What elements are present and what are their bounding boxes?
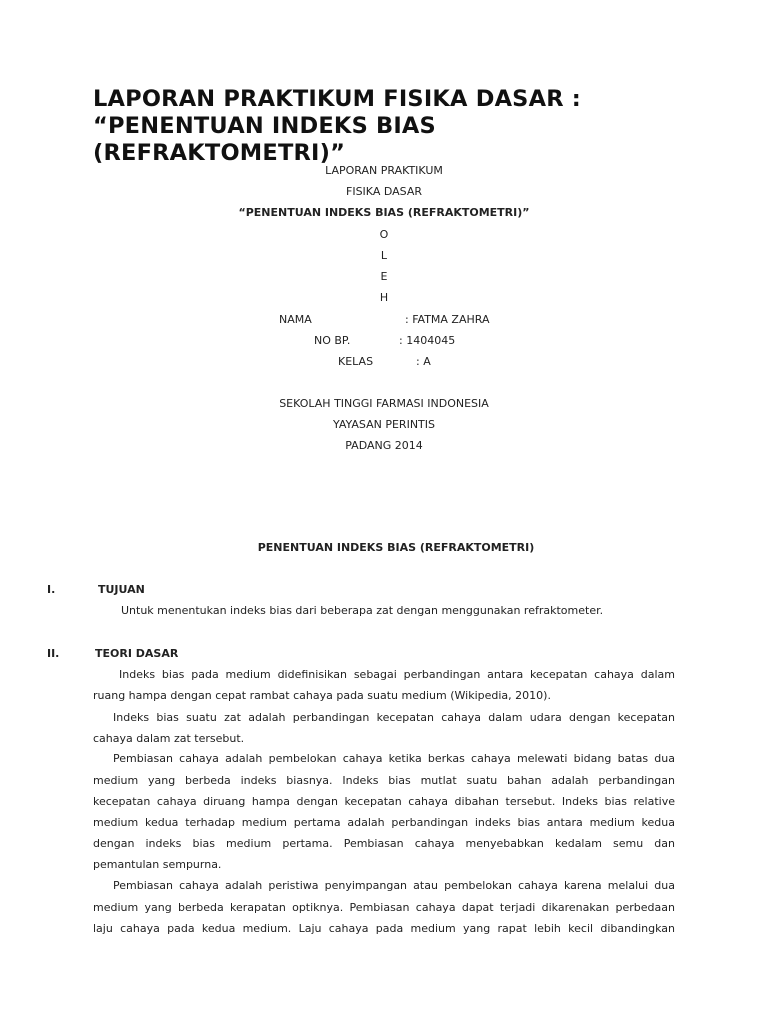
paragraph-line: laju cahaya pada kedua medium. Laju cahaya pada medium yang rapat lebih kecil dibandingkan [93,922,675,935]
cover-nobp-label: NO BP. [314,334,351,347]
cover-nobp-value: : 1404045 [399,334,456,347]
section-title-tujuan: TUJUAN [98,583,145,596]
section-tujuan-text: Untuk menentukan indeks bias dari beberapa zat dengan menggunakan refraktometer. [121,604,604,617]
paragraph-line: Pembiasan cahaya adalah pembelokan cahaya ketika berkas cahaya melewati bidang batas dua [113,752,675,765]
cover-oleh-letter: O [379,228,389,241]
section-title-teori: TEORI DASAR [95,647,179,660]
paragraph-line: Pembiasan cahaya adalah peristiwa penyimpangan atau pembelokan cahaya karena melalui dua [113,879,675,892]
paragraph-line: medium kedua terhadap medium pertama adalah perbandingan indeks bias antara medium kedua [93,816,675,829]
cover-line-topic: “PENENTUAN INDEKS BIAS (REFRAKTOMETRI)” [238,206,530,219]
cover-institution: SEKOLAH TINGGI FARMASI INDONESIA [279,397,489,410]
document-title [93,86,703,167]
paragraph-line: medium yang berbeda indeks biasnya. Indeks bias mutlat suatu bahan adalah perbandingan [93,774,675,787]
cover-class-value: : A [416,355,431,368]
title-line: “PENENTUAN INDEKS BIAS [93,113,436,139]
cover-line-report: LAPORAN PRAKTIKUM [325,164,443,177]
section-number: I. [47,583,56,596]
section-number: II. [47,647,60,660]
section-heading: PENENTUAN INDEKS BIAS (REFRAKTOMETRI) [257,541,535,554]
cover-class-label: KELAS [338,355,374,368]
paragraph-line: kecepatan cahaya diruang hampa dengan kecepatan cahaya dibahan tersebut. Indeks bias relative [93,795,675,808]
title-line: (REFRAKTOMETRI)” [93,140,346,166]
cover-oleh-letter: L [380,249,388,262]
paragraph-line: cahaya dalam zat tersebut. [93,732,245,745]
cover-city-year: PADANG 2014 [345,439,423,452]
paragraph-line: pemantulan sempurna. [93,858,222,871]
paragraph-line: dengan indeks bias medium pertama. Pembiasan cahaya menyebabkan kedalam semu dan [93,837,675,850]
cover-oleh-letter: H [379,291,389,304]
cover-line-subject: FISIKA DASAR [346,185,422,198]
cover-foundation: YAYASAN PERINTIS [332,418,435,431]
paragraph-line: medium yang berbeda kerapatan optiknya. Pembiasan cahaya dapat terjadi dikarenakan perbedaan [93,901,675,914]
title-line: LAPORAN PRAKTIKUM FISIKA DASAR : [93,86,581,112]
cover-name-label: NAMA [279,313,312,326]
cover-name-value: : FATMA ZAHRA [405,313,490,326]
paragraph-line: Indeks bias suatu zat adalah perbandingan kecepatan cahaya dalam udara dengan kecepatan [113,711,675,724]
paragraph-line: ruang hampa dengan cepat rambat cahaya pada suatu medium (Wikipedia, 2010). [93,689,551,702]
cover-oleh-letter: E [380,270,388,283]
paragraph-line: Indeks bias pada medium didefinisikan sebagai perbandingan antara kecepatan cahaya dalam [119,668,675,681]
